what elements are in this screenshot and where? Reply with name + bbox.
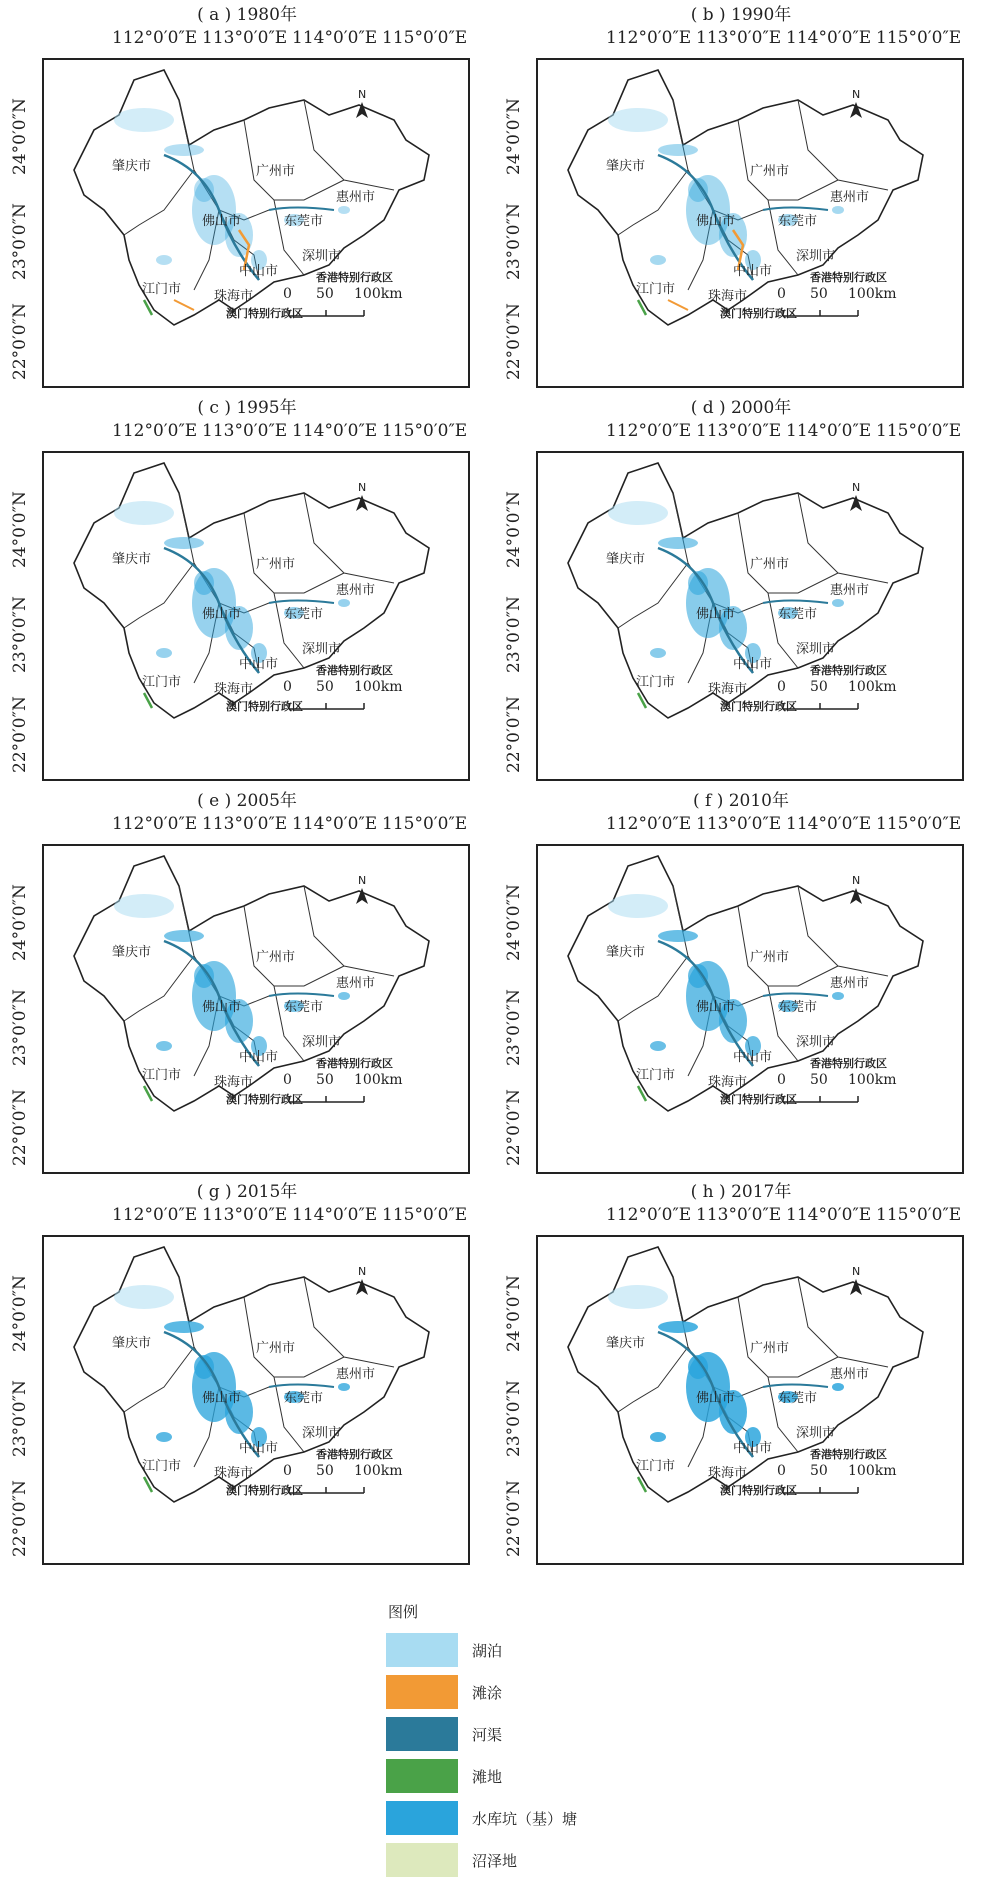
water-area	[156, 255, 172, 265]
longitude-label: 114°0′0″E	[786, 421, 872, 441]
longitude-label: 114°0′0″E	[292, 421, 378, 441]
map-graphic	[538, 846, 962, 1172]
longitude-label: 115°0′0″E	[382, 1205, 468, 1225]
latitude-label: 24°0′0″N	[504, 491, 524, 568]
longitude-label: 115°0′0″E	[876, 1205, 962, 1225]
legend-item	[386, 1843, 606, 1877]
lake-area	[114, 894, 174, 918]
longitude-label: 112°0′0″E	[606, 814, 692, 834]
panel-title: ( e ) 2005年	[197, 791, 297, 811]
water-area	[338, 206, 350, 214]
longitude-label: 113°0′0″E	[202, 28, 288, 48]
city-label: 深圳市	[302, 1035, 342, 1050]
scale-label: 0	[777, 1072, 786, 1088]
map-panel	[494, 0, 988, 390]
latitude-label: 22°0′0″N	[504, 696, 524, 773]
water-area	[658, 930, 698, 942]
latitude-label: 24°0′0″N	[504, 884, 524, 961]
city-label: 广州市	[750, 950, 790, 965]
panel-title: ( d ) 2000年	[690, 398, 792, 418]
scale-label: 50	[316, 1072, 334, 1088]
scale-label: 50	[316, 286, 334, 302]
city-label: 中山市	[733, 657, 773, 672]
city-label: 珠海市	[708, 1466, 748, 1481]
city-label: 东莞市	[284, 1000, 324, 1015]
north-arrow-icon	[356, 481, 368, 511]
map-frame	[42, 451, 470, 781]
latitude-label: 23°0′0″N	[10, 203, 30, 280]
latitude-label: 22°0′0″N	[10, 1089, 30, 1166]
city-label: 中山市	[239, 264, 279, 279]
map-graphic	[538, 1237, 962, 1563]
lake-area	[114, 501, 174, 525]
city-label: 惠州市	[336, 583, 376, 598]
city-label: 佛山市	[696, 1391, 736, 1406]
lake-area	[114, 108, 174, 132]
city-label: 东莞市	[284, 214, 324, 229]
city-label: 佛山市	[696, 214, 736, 229]
longitude-label: 114°0′0″E	[292, 28, 378, 48]
city-label: 广州市	[256, 557, 296, 572]
scale-label: 100km	[848, 286, 897, 302]
scale-label: 100km	[848, 679, 897, 695]
scale-label: 100km	[354, 286, 403, 302]
city-label: 澳门特别行政区	[226, 307, 303, 320]
map-frame	[536, 1235, 964, 1565]
longitude-label: 112°0′0″E	[112, 28, 198, 48]
water-area	[650, 648, 666, 658]
longitude-label: 114°0′0″E	[786, 28, 872, 48]
city-label: 澳门特别行政区	[720, 307, 797, 320]
scale-label: 50	[316, 679, 334, 695]
city-label: 肇庆市	[112, 552, 152, 567]
latitude-label: 23°0′0″N	[10, 989, 30, 1066]
legend-swatch	[386, 1801, 458, 1835]
lake-area	[114, 1285, 174, 1309]
city-label: 珠海市	[214, 682, 254, 697]
water-area	[338, 599, 350, 607]
scale-label: 0	[283, 679, 292, 695]
north-arrow-icon	[356, 1265, 368, 1295]
map-panel	[0, 393, 494, 783]
city-label: 香港特别行政区	[316, 271, 393, 284]
city-label: 澳门特别行政区	[226, 1484, 303, 1497]
water-area	[156, 648, 172, 658]
city-label: 惠州市	[336, 976, 376, 991]
city-label: 肇庆市	[606, 159, 646, 174]
latitude-label: 23°0′0″N	[504, 596, 524, 673]
latitude-label: 24°0′0″N	[10, 491, 30, 568]
city-label: 澳门特别行政区	[720, 700, 797, 713]
city-label: 江门市	[636, 675, 676, 690]
scale-label: 50	[810, 1463, 828, 1479]
city-label: 江门市	[142, 282, 182, 297]
city-label: 江门市	[142, 675, 182, 690]
city-label: 深圳市	[796, 249, 836, 264]
city-label: 中山市	[733, 1441, 773, 1456]
map-graphic	[44, 453, 468, 779]
city-label: 东莞市	[284, 607, 324, 622]
latitude-label: 24°0′0″N	[10, 1275, 30, 1352]
legend-swatch	[386, 1717, 458, 1751]
longitude-label: 112°0′0″E	[606, 1205, 692, 1225]
scale-label: 50	[810, 679, 828, 695]
water-area	[650, 1432, 666, 1442]
map-panel	[0, 1177, 494, 1567]
city-label: 中山市	[239, 1441, 279, 1456]
city-label: 中山市	[733, 1050, 773, 1065]
longitude-label: 115°0′0″E	[876, 814, 962, 834]
scale-label: 0	[283, 1072, 292, 1088]
north-label: N	[358, 1265, 367, 1278]
map-graphic	[44, 1237, 468, 1563]
city-label: 香港特别行政区	[810, 271, 887, 284]
city-label: 江门市	[636, 282, 676, 297]
panel-title: ( b ) 1990年	[690, 5, 792, 25]
longitude-label: 113°0′0″E	[696, 1205, 782, 1225]
latitude-label: 22°0′0″N	[504, 1480, 524, 1557]
scale-label: 100km	[354, 1463, 403, 1479]
city-label: 澳门特别行政区	[720, 1093, 797, 1106]
city-label: 香港特别行政区	[810, 664, 887, 677]
north-label: N	[852, 481, 861, 494]
city-label: 香港特别行政区	[316, 664, 393, 677]
north-arrow-icon	[356, 874, 368, 904]
legend-label: 水库坑（基）塘	[472, 1810, 578, 1828]
north-arrow-icon	[850, 874, 862, 904]
longitude-label: 115°0′0″E	[382, 421, 468, 441]
scale-label: 100km	[848, 1072, 897, 1088]
legend-swatch	[386, 1759, 458, 1793]
legend-label: 滩地	[472, 1768, 503, 1786]
latitude-label: 22°0′0″N	[10, 303, 30, 380]
longitude-label: 113°0′0″E	[202, 421, 288, 441]
latitude-label: 24°0′0″N	[504, 1275, 524, 1352]
city-label: 珠海市	[214, 289, 254, 304]
water-area	[832, 599, 844, 607]
map-panel	[494, 393, 988, 783]
scale-label: 50	[810, 286, 828, 302]
map-panel	[494, 786, 988, 1176]
city-label: 佛山市	[202, 607, 242, 622]
city-label: 香港特别行政区	[810, 1448, 887, 1461]
longitude-label: 114°0′0″E	[292, 1205, 378, 1225]
longitude-label: 114°0′0″E	[292, 814, 378, 834]
scale-label: 100km	[354, 679, 403, 695]
city-label: 深圳市	[796, 1426, 836, 1441]
city-label: 深圳市	[302, 642, 342, 657]
city-label: 东莞市	[778, 607, 818, 622]
map-graphic	[44, 60, 468, 386]
water-area	[164, 144, 204, 156]
city-label: 深圳市	[796, 642, 836, 657]
city-label: 肇庆市	[606, 552, 646, 567]
latitude-label: 22°0′0″N	[504, 303, 524, 380]
longitude-label: 114°0′0″E	[786, 814, 872, 834]
city-label: 东莞市	[778, 1000, 818, 1015]
city-label: 肇庆市	[112, 1336, 152, 1351]
legend-title: 图例	[388, 1603, 419, 1621]
north-label: N	[852, 1265, 861, 1278]
city-label: 东莞市	[284, 1391, 324, 1406]
longitude-label: 115°0′0″E	[876, 421, 962, 441]
scale-label: 0	[777, 1463, 786, 1479]
city-label: 中山市	[239, 1050, 279, 1065]
city-label: 珠海市	[708, 1075, 748, 1090]
panel-title: ( g ) 2015年	[196, 1182, 298, 1202]
city-label: 广州市	[256, 1341, 296, 1356]
city-label: 惠州市	[336, 190, 376, 205]
scale-label: 50	[810, 1072, 828, 1088]
legend-label: 沼泽地	[472, 1852, 518, 1870]
north-label: N	[358, 874, 367, 887]
latitude-label: 23°0′0″N	[504, 203, 524, 280]
scale-label: 100km	[354, 1072, 403, 1088]
water-area	[164, 537, 204, 549]
city-label: 中山市	[733, 264, 773, 279]
water-area	[338, 1383, 350, 1391]
scale-label: 0	[777, 679, 786, 695]
city-label: 佛山市	[696, 607, 736, 622]
scale-label: 0	[283, 286, 292, 302]
legend-item	[386, 1675, 606, 1709]
legend-swatch	[386, 1843, 458, 1877]
city-label: 广州市	[750, 1341, 790, 1356]
water-area	[164, 930, 204, 942]
scale-label: 50	[316, 1463, 334, 1479]
legend-item	[386, 1717, 606, 1751]
north-label: N	[358, 481, 367, 494]
city-label: 惠州市	[830, 1367, 870, 1382]
legend-label: 滩涂	[472, 1684, 503, 1702]
water-area	[156, 1432, 172, 1442]
city-label: 广州市	[256, 950, 296, 965]
city-label: 深圳市	[302, 249, 342, 264]
lake-area	[608, 108, 668, 132]
latitude-label: 22°0′0″N	[10, 696, 30, 773]
longitude-label: 112°0′0″E	[606, 421, 692, 441]
city-label: 佛山市	[696, 1000, 736, 1015]
legend-swatch	[386, 1633, 458, 1667]
city-label: 佛山市	[202, 1000, 242, 1015]
water-area	[164, 1321, 204, 1333]
city-label: 肇庆市	[606, 1336, 646, 1351]
city-label: 广州市	[750, 164, 790, 179]
city-label: 香港特别行政区	[316, 1057, 393, 1070]
city-label: 肇庆市	[606, 945, 646, 960]
longitude-label: 113°0′0″E	[696, 421, 782, 441]
longitude-label: 112°0′0″E	[112, 421, 198, 441]
latitude-label: 22°0′0″N	[10, 1480, 30, 1557]
city-label: 澳门特别行政区	[226, 700, 303, 713]
map-panel	[494, 1177, 988, 1567]
lake-area	[608, 501, 668, 525]
scale-label: 0	[283, 1463, 292, 1479]
north-label: N	[358, 88, 367, 101]
map-frame	[536, 451, 964, 781]
city-label: 惠州市	[336, 1367, 376, 1382]
north-arrow-icon	[356, 88, 368, 118]
city-label: 佛山市	[202, 214, 242, 229]
city-label: 惠州市	[830, 976, 870, 991]
north-label: N	[852, 88, 861, 101]
city-label: 佛山市	[202, 1391, 242, 1406]
water-area	[658, 537, 698, 549]
longitude-label: 114°0′0″E	[786, 1205, 872, 1225]
panel-title: ( a ) 1980年	[197, 5, 297, 25]
map-frame	[536, 844, 964, 1174]
map-frame	[536, 58, 964, 388]
longitude-label: 112°0′0″E	[112, 1205, 198, 1225]
legend-swatch	[386, 1675, 458, 1709]
legend-label: 河渠	[472, 1726, 503, 1744]
city-label: 江门市	[636, 1068, 676, 1083]
longitude-label: 113°0′0″E	[696, 814, 782, 834]
map-graphic	[44, 846, 468, 1172]
city-label: 香港特别行政区	[810, 1057, 887, 1070]
city-label: 肇庆市	[112, 945, 152, 960]
north-arrow-icon	[850, 1265, 862, 1295]
longitude-label: 115°0′0″E	[382, 28, 468, 48]
city-label: 澳门特别行政区	[720, 1484, 797, 1497]
water-area	[832, 1383, 844, 1391]
legend-item	[386, 1633, 606, 1667]
map-panel	[0, 0, 494, 390]
water-area	[156, 1041, 172, 1051]
city-label: 江门市	[636, 1459, 676, 1474]
map-graphic	[538, 453, 962, 779]
panel-title: ( c ) 1995年	[197, 398, 297, 418]
map-graphic	[538, 60, 962, 386]
map-panel	[0, 786, 494, 1176]
city-label: 江门市	[142, 1459, 182, 1474]
city-label: 惠州市	[830, 190, 870, 205]
legend-item	[386, 1801, 606, 1835]
city-label: 惠州市	[830, 583, 870, 598]
city-label: 广州市	[256, 164, 296, 179]
city-label: 肇庆市	[112, 159, 152, 174]
longitude-label: 113°0′0″E	[202, 814, 288, 834]
water-area	[832, 206, 844, 214]
city-label: 珠海市	[708, 289, 748, 304]
city-label: 珠海市	[214, 1466, 254, 1481]
longitude-label: 112°0′0″E	[112, 814, 198, 834]
legend-label: 湖泊	[472, 1642, 503, 1660]
city-label: 东莞市	[778, 1391, 818, 1406]
longitude-label: 115°0′0″E	[876, 28, 962, 48]
map-frame	[42, 58, 470, 388]
map-frame	[42, 844, 470, 1174]
latitude-label: 23°0′0″N	[504, 1380, 524, 1457]
latitude-label: 23°0′0″N	[10, 596, 30, 673]
latitude-label: 23°0′0″N	[10, 1380, 30, 1457]
north-label: N	[852, 874, 861, 887]
latitude-label: 23°0′0″N	[504, 989, 524, 1066]
longitude-label: 112°0′0″E	[606, 28, 692, 48]
city-label: 广州市	[750, 557, 790, 572]
city-label: 深圳市	[796, 1035, 836, 1050]
city-label: 东莞市	[778, 214, 818, 229]
city-label: 中山市	[239, 657, 279, 672]
latitude-label: 24°0′0″N	[10, 98, 30, 175]
water-area	[650, 255, 666, 265]
longitude-label: 113°0′0″E	[696, 28, 782, 48]
city-label: 珠海市	[214, 1075, 254, 1090]
water-area	[832, 992, 844, 1000]
latitude-label: 24°0′0″N	[504, 98, 524, 175]
panel-title: ( h ) 2017年	[690, 1182, 792, 1202]
water-area	[650, 1041, 666, 1051]
city-label: 珠海市	[708, 682, 748, 697]
water-area	[658, 1321, 698, 1333]
scale-label: 0	[777, 286, 786, 302]
city-label: 香港特别行政区	[316, 1448, 393, 1461]
longitude-label: 115°0′0″E	[382, 814, 468, 834]
map-frame	[42, 1235, 470, 1565]
scale-label: 100km	[848, 1463, 897, 1479]
city-label: 澳门特别行政区	[226, 1093, 303, 1106]
lake-area	[608, 894, 668, 918]
north-arrow-icon	[850, 88, 862, 118]
north-arrow-icon	[850, 481, 862, 511]
latitude-label: 22°0′0″N	[504, 1089, 524, 1166]
city-label: 深圳市	[302, 1426, 342, 1441]
legend-item	[386, 1759, 606, 1793]
water-area	[658, 144, 698, 156]
panel-title: ( f ) 2010年	[692, 791, 790, 811]
water-area	[338, 992, 350, 1000]
longitude-label: 113°0′0″E	[202, 1205, 288, 1225]
city-label: 江门市	[142, 1068, 182, 1083]
lake-area	[608, 1285, 668, 1309]
latitude-label: 24°0′0″N	[10, 884, 30, 961]
